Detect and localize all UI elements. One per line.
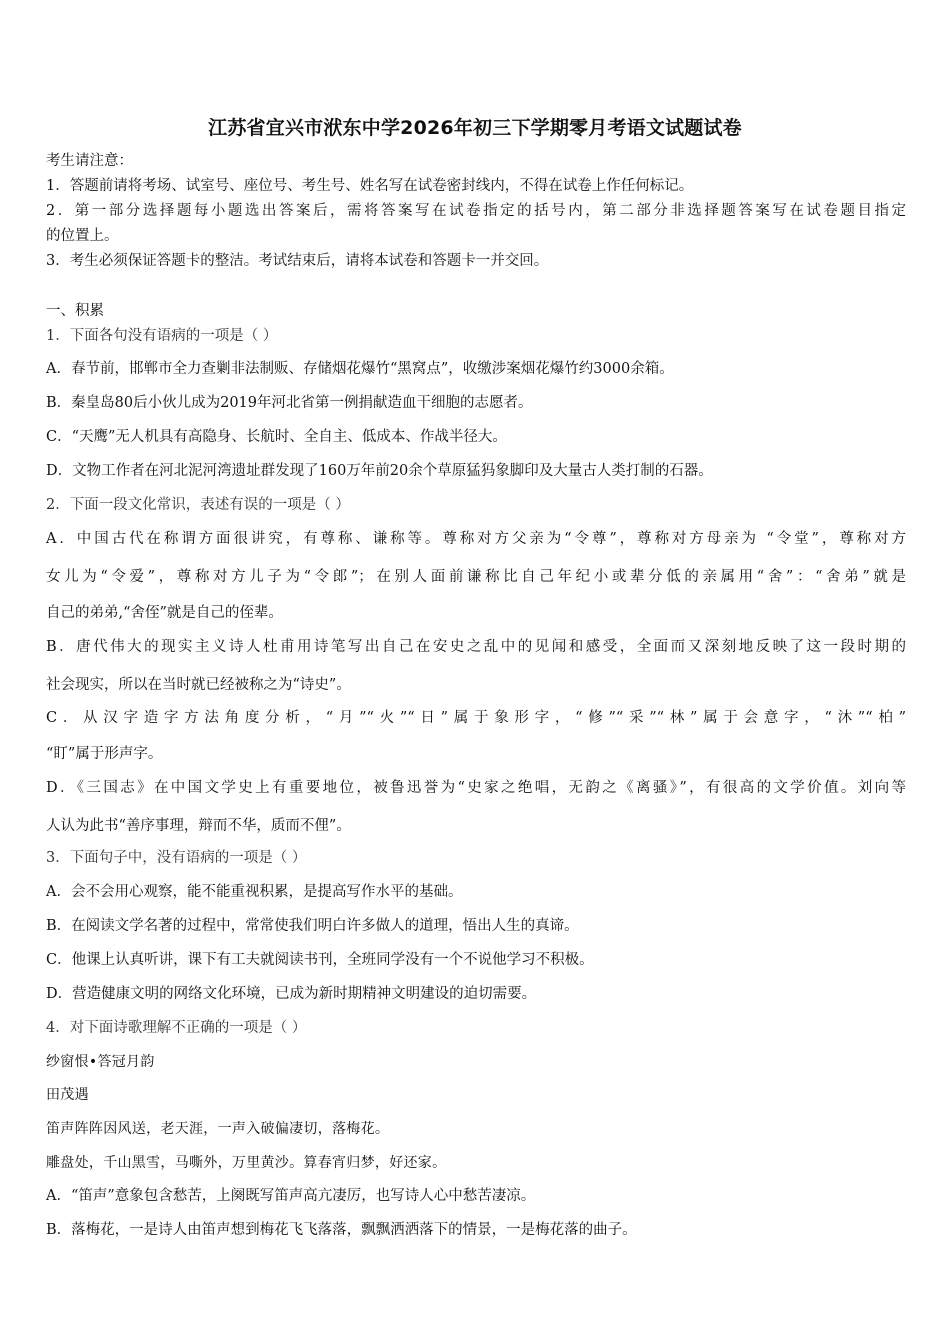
poem-line-2: 雕盘处，千山黑雪，马嘶外，万里黄沙。算春宵归梦，好还家。 xyxy=(46,1155,447,1171)
q1-option-a: A．春节前，邯郸市全力查剿非法制贩、存储烟花爆竹“黑窝点”，收缴涉案烟花爆竹约3000余箱。 xyxy=(46,361,674,377)
q2-option-a-line3: 自己的弟弟,“舍侄”就是自己的侄辈。 xyxy=(46,605,283,621)
notice-item-1: 1．答题前请将考场、试室号、座位号、考生号、姓名写在试卷密封线内，不得在试卷上作任何标记。 xyxy=(46,178,694,194)
q3-option-d: D．营造健康文明的网络文化环境，已成为新时期精神文明建设的迫切需要。 xyxy=(46,986,537,1002)
poem-author: 田茂遇 xyxy=(46,1087,89,1103)
q1-option-d: D．文物工作者在河北泥河湾遗址群发现了160万年前20余个草原猛犸象脚印及大量古人类打制的石器。 xyxy=(46,463,713,479)
q2-option-a-line1: A．中国古代在称谓方面很讲究，有尊称、谦称等。尊称对方父亲为“令尊”，尊称对方母亲为 “令堂”，尊称对方 xyxy=(46,531,906,547)
q4-option-a: A．“笛声”意象包含愁苦，上阕既写笛声高亢凄厉，也写诗人心中愁苦凄凉。 xyxy=(46,1188,536,1204)
q2-option-d-line1: D．《三国志》在中国文学史上有重要地位，被鲁迅誉为“史家之绝唱，无韵之《离骚》”，有很高的文学价值。刘向等 xyxy=(46,780,906,796)
poem-title: 纱窗恨•答冠月韵 xyxy=(46,1054,155,1070)
notice-item-2: 2．第一部分选择题每小题选出答案后，需将答案写在试卷指定的括号内，第二部分非选择题答案写在试卷题目指定 xyxy=(46,203,906,219)
q3-stem: 3．下面句子中，没有语病的一项是（ ） xyxy=(46,850,307,866)
q2-option-d-line2: 人认为此书“善序事理，辩而不华，质而不俚”。 xyxy=(46,818,351,834)
q2-option-b-line2: 社会现实，所以在当时就已经被称之为“诗史”。 xyxy=(46,677,351,693)
q1-option-c: C．“天鹰”无人机具有高隐身、长航时、全自主、低成本、作战半径大。 xyxy=(46,429,507,445)
q3-option-c: C．他课上认真听讲，课下有工夫就阅读书刊，全班同学没有一个不说他学习不积极。 xyxy=(46,952,594,968)
notice-item-2-cont: 的位置上。 xyxy=(46,228,119,244)
section-heading: 一、积累 xyxy=(46,303,104,319)
exam-title: 江苏省宜兴市洑东中学2026年初三下学期零月考语文试题试卷 xyxy=(208,117,742,139)
q4-option-b: B．落梅花，一是诗人由笛声想到梅花飞飞落落，飘飘洒洒落下的情景，一是梅花落的曲子。 xyxy=(46,1222,637,1238)
q1-option-b: B．秦皇岛80后小伙儿成为2019年河北省第一例捐献造血干细胞的志愿者。 xyxy=(46,395,533,411)
q3-option-a: A．会不会用心观察，能不能重视积累，是提高写作水平的基础。 xyxy=(46,884,463,900)
q2-option-b-line1: B．唐代伟大的现实主义诗人杜甫用诗笔写出自己在安史之乱中的见闻和感受，全面而又深刻地反映了这一段时期的 xyxy=(46,639,906,655)
notice-heading: 考生请注意： xyxy=(46,153,133,169)
q2-option-c-line2: “盯”属于形声字。 xyxy=(46,746,163,762)
q2-option-a-line2: 女儿为“令爱”，尊称对方儿子为“令郎”；在别人面前谦称比自己年纪小或辈分低的亲属用“舍”：“舍弟”就是 xyxy=(46,569,906,585)
q4-stem: 4．对下面诗歌理解不正确的一项是（ ） xyxy=(46,1020,307,1036)
notice-item-3: 3．考生必须保证答题卡的整洁。考试结束后，请将本试卷和答题卡一并交回。 xyxy=(46,253,549,269)
poem-line-1: 笛声阵阵因风送，老天涯，一声入破偏凄切，落梅花。 xyxy=(46,1121,390,1137)
q2-option-c-line1: C．从汉字造字方法角度分析，“月”“火”“日”属于象形字，“修”“采”“林”属于会意字，“沐”“柏” xyxy=(46,710,906,726)
q3-option-b: B．在阅读文学名著的过程中，常常使我们明白许多做人的道理，悟出人生的真谛。 xyxy=(46,918,579,934)
q1-stem: 1．下面各句没有语病的一项是（ ） xyxy=(46,328,278,344)
q2-stem: 2．下面一段文化常识，表述有误的一项是（ ） xyxy=(46,497,350,513)
